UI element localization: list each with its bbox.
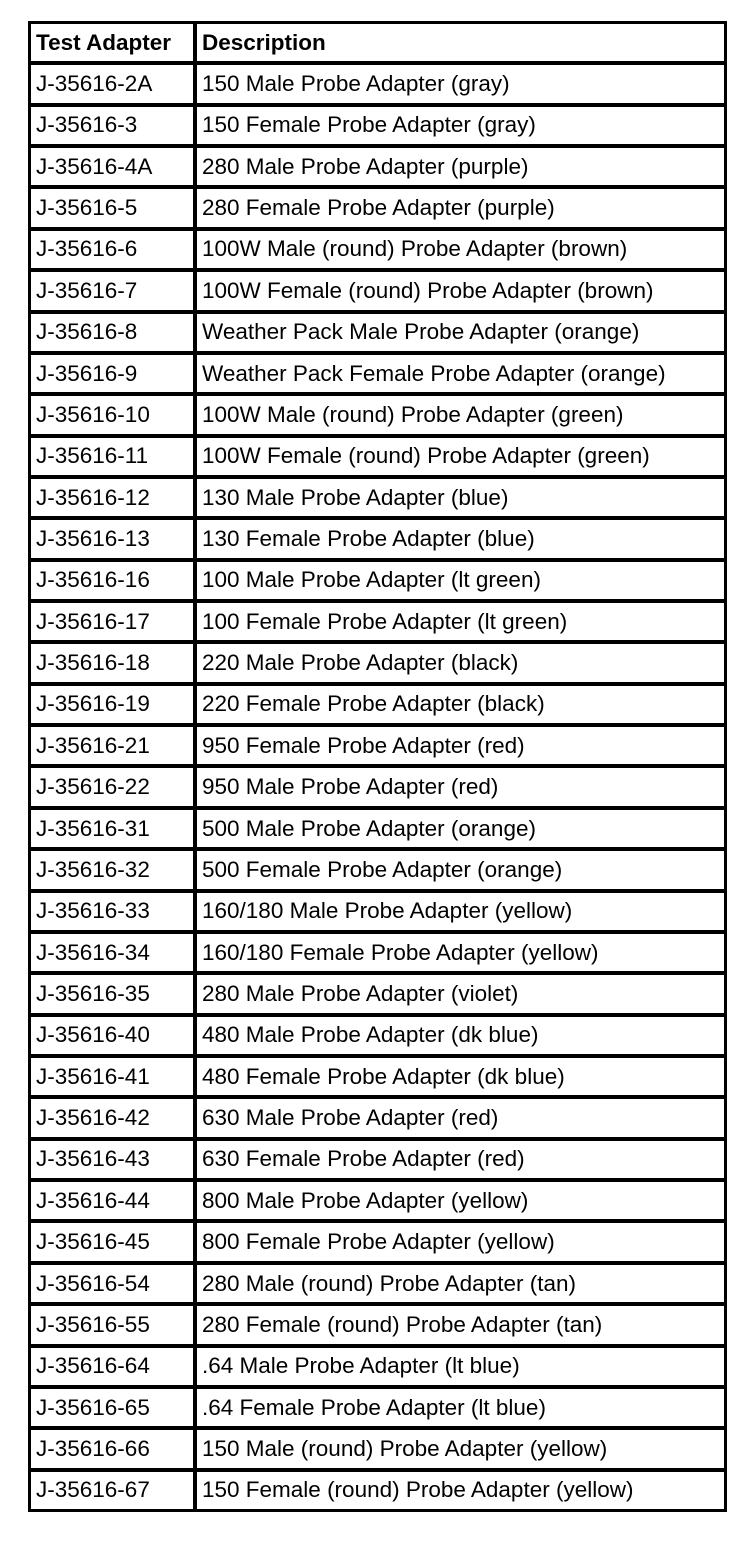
header-test-adapter: Test Adapter [31, 24, 193, 61]
table-cell-adapter: J-35616-13 [31, 520, 193, 557]
table-cell-adapter: J-35616-34 [31, 934, 193, 971]
table-cell-adapter: J-35616-43 [31, 1141, 193, 1178]
table-cell-adapter: J-35616-31 [31, 810, 193, 847]
table-cell-description: 100W Female (round) Probe Adapter (green) [197, 438, 724, 475]
table-cell-adapter: J-35616-2A [31, 65, 193, 102]
table-cell-adapter: J-35616-16 [31, 562, 193, 599]
table-cell-description: 950 Female Probe Adapter (red) [197, 727, 724, 764]
table-cell-adapter: J-35616-7 [31, 272, 193, 309]
table-cell-adapter: J-35616-64 [31, 1348, 193, 1385]
table-cell-adapter: J-35616-3 [31, 107, 193, 144]
table-cell-adapter: J-35616-41 [31, 1058, 193, 1095]
table-cell-description: 130 Male Probe Adapter (blue) [197, 479, 724, 516]
table-cell-description: .64 Female Probe Adapter (lt blue) [197, 1389, 724, 1426]
table-cell-description: Weather Pack Female Probe Adapter (orange) [197, 355, 724, 392]
table-cell-adapter: J-35616-65 [31, 1389, 193, 1426]
table-cell-description: 100 Male Probe Adapter (lt green) [197, 562, 724, 599]
table-cell-adapter: J-35616-6 [31, 231, 193, 268]
adapter-table [28, 21, 727, 1512]
table-cell-description: Weather Pack Male Probe Adapter (orange) [197, 314, 724, 351]
table-cell-adapter: J-35616-44 [31, 1182, 193, 1219]
table-cell-adapter: J-35616-45 [31, 1223, 193, 1260]
table-cell-description: 500 Female Probe Adapter (orange) [197, 851, 724, 888]
table-cell-adapter: J-35616-66 [31, 1430, 193, 1467]
table-cell-adapter: J-35616-8 [31, 314, 193, 351]
table-cell-adapter: J-35616-19 [31, 686, 193, 723]
table-cell-description: 150 Male Probe Adapter (gray) [197, 65, 724, 102]
table-cell-adapter: J-35616-40 [31, 1017, 193, 1054]
table-cell-description: 100W Male (round) Probe Adapter (green) [197, 396, 724, 433]
table-cell-adapter: J-35616-9 [31, 355, 193, 392]
table-cell-adapter: J-35616-33 [31, 893, 193, 930]
table-cell-description: 160/180 Female Probe Adapter (yellow) [197, 934, 724, 971]
header-description: Description [197, 24, 724, 61]
table-cell-description: 800 Female Probe Adapter (yellow) [197, 1223, 724, 1260]
table-cell-adapter: J-35616-67 [31, 1472, 193, 1509]
table-cell-description: 280 Female Probe Adapter (purple) [197, 189, 724, 226]
table-cell-adapter: J-35616-42 [31, 1099, 193, 1136]
table-cell-description: 100 Female Probe Adapter (lt green) [197, 603, 724, 640]
table-cell-description: 100W Male (round) Probe Adapter (brown) [197, 231, 724, 268]
table-cell-adapter: J-35616-21 [31, 727, 193, 764]
table-cell-adapter: J-35616-55 [31, 1306, 193, 1343]
table-cell-description: 500 Male Probe Adapter (orange) [197, 810, 724, 847]
adapter-table-grid [31, 24, 724, 1509]
table-cell-adapter: J-35616-32 [31, 851, 193, 888]
table-cell-adapter: J-35616-17 [31, 603, 193, 640]
table-cell-description: 480 Female Probe Adapter (dk blue) [197, 1058, 724, 1095]
table-cell-adapter: J-35616-11 [31, 438, 193, 475]
table-cell-description: 220 Female Probe Adapter (black) [197, 686, 724, 723]
table-cell-adapter: J-35616-54 [31, 1265, 193, 1302]
table-cell-description: 280 Male Probe Adapter (purple) [197, 148, 724, 185]
table-cell-description: 150 Male (round) Probe Adapter (yellow) [197, 1430, 724, 1467]
table-cell-description: 480 Male Probe Adapter (dk blue) [197, 1017, 724, 1054]
table-cell-adapter: J-35616-4A [31, 148, 193, 185]
table-cell-description: 130 Female Probe Adapter (blue) [197, 520, 724, 557]
table-cell-adapter: J-35616-10 [31, 396, 193, 433]
table-cell-description: 630 Female Probe Adapter (red) [197, 1141, 724, 1178]
table-cell-description: 280 Female (round) Probe Adapter (tan) [197, 1306, 724, 1343]
table-cell-adapter: J-35616-35 [31, 975, 193, 1012]
table-cell-adapter: J-35616-18 [31, 644, 193, 681]
table-cell-description: 800 Male Probe Adapter (yellow) [197, 1182, 724, 1219]
table-cell-description: 220 Male Probe Adapter (black) [197, 644, 724, 681]
table-cell-description: 100W Female (round) Probe Adapter (brown) [197, 272, 724, 309]
table-cell-description: 280 Male Probe Adapter (violet) [197, 975, 724, 1012]
table-cell-description: 160/180 Male Probe Adapter (yellow) [197, 893, 724, 930]
table-cell-adapter: J-35616-22 [31, 768, 193, 805]
table-cell-description: 950 Male Probe Adapter (red) [197, 768, 724, 805]
table-cell-description: 630 Male Probe Adapter (red) [197, 1099, 724, 1136]
table-cell-description: .64 Male Probe Adapter (lt blue) [197, 1348, 724, 1385]
table-cell-adapter: J-35616-12 [31, 479, 193, 516]
table-cell-description: 150 Female Probe Adapter (gray) [197, 107, 724, 144]
table-cell-description: 150 Female (round) Probe Adapter (yellow) [197, 1472, 724, 1509]
table-cell-adapter: J-35616-5 [31, 189, 193, 226]
table-cell-description: 280 Male (round) Probe Adapter (tan) [197, 1265, 724, 1302]
